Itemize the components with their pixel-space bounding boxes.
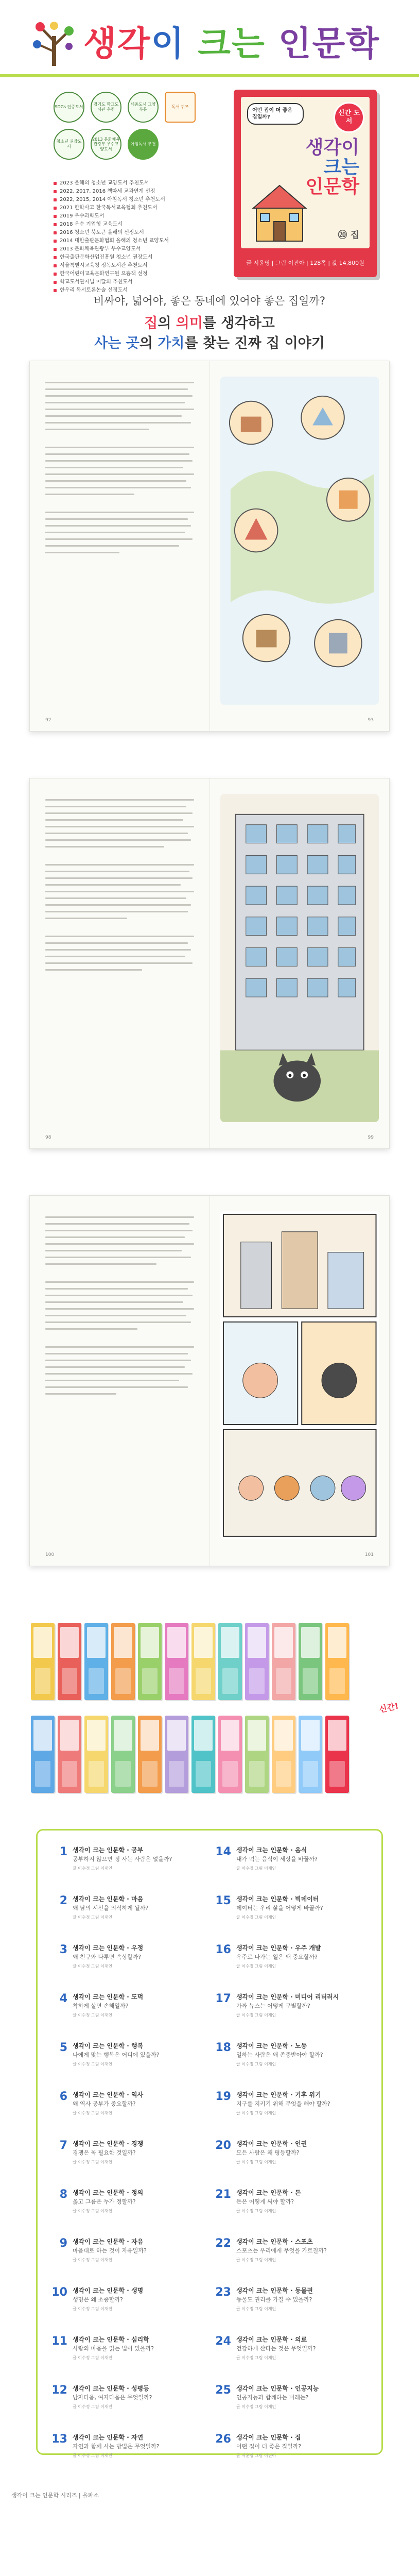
intro-question: 비싸야, 넓어야, 좋은 동네에 있어야 좋은 집일까? <box>94 295 325 307</box>
series-book-cover <box>299 1623 322 1700</box>
bullet-icon <box>54 190 57 193</box>
book-description: 옳고 그름은 누가 정할까? <box>73 2198 136 2206</box>
logo-word-4: 인문학 <box>278 24 380 63</box>
book-list-item <box>215 2042 368 2078</box>
sample-page-right <box>210 361 390 731</box>
award-text: 2018 우수 기업형 교육도서 <box>60 222 123 227</box>
book-author: 글 이수정 그림 이재인 <box>236 1866 276 1871</box>
book-number: 12 <box>51 2384 67 2397</box>
book-text <box>236 2042 368 2078</box>
award-badges <box>54 92 203 160</box>
book-number: 24 <box>215 2335 231 2348</box>
apartment-building-illustration-icon <box>220 794 379 1122</box>
award-badge: 청소년 권장도서 <box>54 129 84 160</box>
book-list-item <box>51 2140 204 2176</box>
book-text <box>73 1895 204 1931</box>
book-list-item <box>215 2384 368 2420</box>
award-text: 한국어린이교육문화연구원 으뜸책 선정 <box>60 271 148 277</box>
series-book-cover <box>191 1623 215 1700</box>
sample-spread <box>29 1195 390 1566</box>
sample-spread <box>29 778 390 1149</box>
headline-highlight: 의미 <box>176 315 203 331</box>
book-description: 어떤 집이 더 좋은 집일까? <box>236 2443 302 2450</box>
series-book-cover <box>245 1623 269 1700</box>
series-book-cover <box>58 1623 81 1700</box>
book-description: 스포츠는 우리에게 무엇을 가르칠까? <box>236 2247 327 2255</box>
book-author: 글 이수정 그림 이재인 <box>73 2062 113 2067</box>
book-list-item <box>51 2042 204 2078</box>
book-author: 글 이수정 그림 이재인 <box>236 1964 276 1969</box>
book-author: 글 서윤영 그림 이진아 <box>236 2453 276 2459</box>
bullet-icon <box>54 215 57 218</box>
series-book-cover <box>111 1716 135 1793</box>
sample-page-left <box>30 1196 210 1566</box>
sample-page-left <box>30 778 210 1148</box>
bullet-icon <box>54 198 57 201</box>
world-houses-illustration-icon <box>220 377 379 705</box>
book-description: 자연과 함께 사는 방법은 무엇일까? <box>73 2443 160 2450</box>
book-description: 남자다움, 여자다움은 무엇일까? <box>73 2394 152 2401</box>
book-title: 생각이 크는 인문학 · 자유 <box>73 2238 144 2245</box>
book-list-column-left <box>51 1845 204 2459</box>
award-list <box>54 179 218 295</box>
series-book-cover <box>218 1623 242 1700</box>
book-list-item <box>215 2335 368 2371</box>
cover-title <box>306 138 359 196</box>
award-text: 2013 문화체육관광부 우수교양도서 <box>60 246 141 252</box>
series-book-cover <box>218 1716 242 1793</box>
book-description: 동물도 권리를 가질 수 있을까? <box>236 2296 312 2303</box>
book-text <box>236 1846 368 1882</box>
book-author: 글 이수정 그림 이재인 <box>236 2160 276 2165</box>
logo-word-1: 생각 <box>83 24 151 63</box>
book-text <box>73 1846 204 1882</box>
book-number: 6 <box>59 2090 67 2103</box>
series-book-cover <box>84 1716 108 1793</box>
award-item <box>54 253 218 262</box>
book-title: 생각이 크는 인문학 · 집 <box>236 2434 301 2441</box>
book-number: 1 <box>59 1845 67 1858</box>
comic-panels-illustration-icon <box>220 1211 379 1539</box>
series-book-cover <box>31 1716 55 1793</box>
award-text: 2022, 2017, 2016 책따세 교과연계 선정 <box>60 189 155 194</box>
book-number: 21 <box>215 2188 231 2201</box>
book-description: 마음대로 하는 것이 자유일까? <box>73 2247 147 2255</box>
book-list-item <box>215 1944 368 1980</box>
book-author: 글 이수정 그림 이재인 <box>73 2209 113 2214</box>
series-book-cover <box>325 1716 349 1793</box>
book-text <box>73 2042 204 2078</box>
book-description: 모든 사람은 왜 평등할까? <box>236 2149 300 2157</box>
series-book-cover <box>299 1716 322 1793</box>
book-list-item <box>215 1846 368 1882</box>
page-number: 93 <box>368 718 374 723</box>
award-item <box>54 196 218 204</box>
book-text <box>73 2189 204 2225</box>
book-list-item <box>215 2189 368 2225</box>
book-title: 생각이 크는 인문학 · 돈 <box>236 2189 301 2196</box>
book-author: 글 이수정 그림 이재인 <box>73 2258 113 2263</box>
award-text: 2016 청소년 북토큰 올해의 선정도서 <box>60 230 144 235</box>
award-badge: 2013 문화체육관광부 우수교양도서 <box>91 129 121 160</box>
award-text: 한우리 독서토론논술 선정도서 <box>60 287 128 293</box>
book-text <box>73 2238 204 2274</box>
book-author: 글 이수정 그림 이재인 <box>236 2209 276 2214</box>
new-book-badge: 신간 도서 <box>334 102 364 133</box>
book-description: 인공지능과 함께하는 미래는? <box>236 2394 309 2401</box>
book-text <box>236 2189 368 2225</box>
logo-word-3: 크는 <box>198 24 266 63</box>
book-cover <box>234 90 377 277</box>
series-book-cover <box>84 1623 108 1700</box>
book-title: 생각이 크는 인문학 · 동물권 <box>236 2287 313 2294</box>
body-text-block <box>45 799 194 971</box>
body-text-block <box>45 382 194 553</box>
series-cover-row <box>31 1716 349 1793</box>
bullet-icon <box>54 256 57 259</box>
headline-text: 를 찾는 진짜 집 이야기 <box>184 335 325 352</box>
headline-highlight: 집 <box>144 315 158 331</box>
book-title: 생각이 크는 인문학 · 마음 <box>73 1895 144 1903</box>
book-text <box>73 1993 204 2029</box>
book-author: 글 이수정 그림 이재인 <box>236 2355 276 2361</box>
bullet-icon <box>54 289 57 292</box>
series-book-cover <box>138 1623 162 1700</box>
book-description: 생명은 왜 소중할까? <box>73 2296 123 2303</box>
series-book-cover <box>58 1716 81 1793</box>
footer-text: 생각이 크는 인문학 시리즈 | 을파소 <box>11 2492 99 2499</box>
headline-highlight: 사는 곳 <box>94 335 139 352</box>
award-badge: SDGs 인증도서 <box>54 92 84 123</box>
award-text: 2023 올해의 청소년 교양도서 추천도서 <box>60 180 149 186</box>
book-list-item <box>51 2091 204 2127</box>
book-author: 글 이수정 그림 이재인 <box>73 2404 113 2410</box>
book-author: 글 이수정 그림 이재인 <box>236 1915 276 1920</box>
bullet-icon <box>54 207 57 210</box>
series-book-cover <box>272 1623 295 1700</box>
book-number: 14 <box>215 1845 231 1858</box>
bullet-icon <box>54 231 57 234</box>
book-description: 사람의 마음을 읽는 법이 있을까? <box>73 2345 154 2352</box>
award-badge: 아침독서 추천 <box>128 129 159 160</box>
book-description: 착하게 살면 손해일까? <box>73 2003 129 2010</box>
book-number: 18 <box>215 2041 231 2054</box>
award-item <box>54 221 218 229</box>
award-item <box>54 229 218 237</box>
book-text <box>236 1993 368 2029</box>
book-title: 생각이 크는 인문학 · 인공지능 <box>236 2385 319 2392</box>
book-author: 글 이수정 그림 이재인 <box>236 2013 276 2018</box>
series-book-cover <box>165 1623 188 1700</box>
bullet-icon <box>54 273 57 276</box>
book-list-column-right <box>215 1845 368 2459</box>
bullet-icon <box>54 264 57 267</box>
book-author: 글 이수정 그림 이재인 <box>73 2453 113 2459</box>
book-author: 글 이수정 그림 이재인 <box>73 2013 113 2018</box>
book-author: 글 이수정 그림 이재인 <box>236 2062 276 2067</box>
headline-text: 를 생각하고 <box>202 315 275 331</box>
book-number: 8 <box>59 2188 67 2201</box>
book-description: 데이터는 우리 삶을 어떻게 바꿀까? <box>236 1905 323 1912</box>
intro-copy <box>0 283 419 361</box>
book-description: 건강하게 산다는 것은 무엇일까? <box>236 2345 316 2352</box>
book-number: 4 <box>59 1992 67 2005</box>
book-number: 3 <box>59 1943 67 1956</box>
page-number: 92 <box>45 718 51 723</box>
award-item <box>54 179 218 188</box>
award-item <box>54 188 218 196</box>
intro-headline-1 <box>0 313 419 333</box>
sample-page-left <box>30 361 210 731</box>
series-logo <box>31 21 380 67</box>
book-list-item <box>215 1993 368 2029</box>
book-title: 생각이 크는 인문학 · 역사 <box>73 2091 144 2098</box>
book-description: 내가 먹는 음식이 세상을 바꿀까? <box>236 1856 318 1863</box>
book-title: 생각이 크는 인문학 · 자연 <box>73 2434 144 2441</box>
book-number: 5 <box>59 2041 67 2054</box>
series-book-cover <box>245 1716 269 1793</box>
award-text: 한국출판문화산업진흥원 청소년 권장도서 <box>60 255 153 260</box>
book-list-item <box>51 1993 204 2029</box>
bullet-icon <box>54 182 57 185</box>
book-author: 글 이수정 그림 이재인 <box>73 2160 113 2165</box>
book-text <box>73 2335 204 2371</box>
book-text <box>236 2140 368 2176</box>
award-badge: 독서 퀴즈 <box>165 92 196 123</box>
book-list-item <box>51 1895 204 1931</box>
book-number: 10 <box>51 2286 67 2299</box>
award-text: 2022, 2015, 2014 아침독서 청소년 추천도서 <box>60 197 165 202</box>
book-description: 가짜 뉴스는 어떻게 구별할까? <box>236 2003 310 2010</box>
book-list-item <box>215 1895 368 1931</box>
book-list-item <box>51 2286 204 2323</box>
new-book-label: 신간! <box>378 1701 399 1715</box>
book-text <box>73 2091 204 2127</box>
book-list-item <box>215 2091 368 2127</box>
book-author: 글 이수정 그림 이재인 <box>73 2307 113 2312</box>
house-illustration-icon <box>251 180 308 242</box>
series-book-cover <box>111 1623 135 1700</box>
book-text <box>236 2335 368 2371</box>
book-author: 글 이수정 그림 이재인 <box>73 1866 113 1871</box>
bullet-icon <box>54 248 57 251</box>
series-book-cover <box>138 1716 162 1793</box>
book-title: 생각이 크는 인문학 · 인권 <box>236 2140 307 2147</box>
book-number: 19 <box>215 2090 231 2103</box>
cover-speech-bubble: 어떤 집이 더 좋은 집일까? <box>247 103 304 125</box>
book-author: 글 이수정 그림 이재인 <box>73 1964 113 1969</box>
book-text <box>236 1895 368 1931</box>
book-number: 2 <box>59 1894 67 1907</box>
book-title: 생각이 크는 인문학 · 생명 <box>73 2287 144 2294</box>
award-text: 학교도서관저널 이달의 추천도서 <box>60 279 133 285</box>
book-text <box>236 2286 368 2323</box>
book-author: 글 이수정 그림 이재인 <box>236 2111 276 2116</box>
book-text <box>73 1944 204 1980</box>
book-number: 26 <box>215 2433 231 2446</box>
book-list-item <box>215 2140 368 2176</box>
award-item <box>54 237 218 245</box>
book-number: 11 <box>51 2335 67 2348</box>
award-text: 2019 우수과학도서 <box>60 213 104 219</box>
book-title: 생각이 크는 인문학 · 심리학 <box>73 2336 149 2343</box>
cover-volume-label: ⑳ 집 <box>338 230 359 241</box>
book-list-item <box>51 2335 204 2371</box>
book-title: 생각이 크는 인문학 · 정의 <box>73 2189 144 2196</box>
award-item <box>54 245 218 253</box>
series-book-cover <box>191 1716 215 1793</box>
sample-page-right <box>210 1196 390 1566</box>
book-author: 글 이수정 그림 이재인 <box>236 2404 276 2410</box>
page-number: 98 <box>45 1135 51 1140</box>
book-title: 생각이 크는 인문학 · 의료 <box>236 2336 307 2343</box>
award-item <box>54 204 218 212</box>
book-text <box>236 1944 368 1980</box>
book-description: 왜 역사 공부가 중요할까? <box>73 2100 136 2108</box>
book-title: 생각이 크는 인문학 · 기후 위기 <box>236 2091 321 2098</box>
book-number: 22 <box>215 2237 231 2250</box>
book-author: 글 이수정 그림 이재인 <box>236 2307 276 2312</box>
headline-text: 의 <box>139 335 158 352</box>
book-list-item <box>215 2286 368 2323</box>
award-item <box>54 270 218 278</box>
award-item <box>54 286 218 295</box>
cover-title-line: 크는 <box>323 156 359 178</box>
page-number: 99 <box>368 1135 374 1140</box>
series-book-cover <box>165 1716 188 1793</box>
bullet-icon <box>54 240 57 243</box>
book-list-item <box>51 1846 204 1882</box>
cover-title-line: 생각이 <box>305 137 359 158</box>
sample-page-right <box>210 778 390 1148</box>
book-number: 25 <box>215 2384 231 2397</box>
cover-title-line: 인문학 <box>305 176 359 197</box>
book-title: 생각이 크는 인문학 · 성평등 <box>73 2385 149 2392</box>
series-book-cover <box>325 1623 349 1700</box>
book-description: 일하는 사람은 왜 존중받아야 할까? <box>236 2052 323 2059</box>
series-header <box>0 0 419 77</box>
book-meta: 글 서윤영 | 그림 이진아 | 128쪽 | 값 14,800원 <box>246 260 364 266</box>
page-number: 100 <box>45 1552 55 1557</box>
headline-text: 의 <box>158 315 176 331</box>
award-item <box>54 278 218 286</box>
book-list-item <box>51 2189 204 2225</box>
book-number: 20 <box>215 2139 231 2152</box>
book-title: 생각이 크는 인문학 · 음식 <box>236 1846 307 1854</box>
book-description: 지구를 지키기 위해 무엇을 해야 할까? <box>236 2100 330 2108</box>
book-author: 글 이수정 그림 이재인 <box>73 2111 113 2116</box>
award-text: 서울특별시교육청 정독도서관 추천도서 <box>60 263 148 268</box>
book-number: 13 <box>51 2433 67 2446</box>
award-text: 2014 대한출판문화협회 올해의 청소년 교양도서 <box>60 238 169 244</box>
book-text <box>236 2091 368 2127</box>
book-title: 생각이 크는 인문학 · 공부 <box>73 1846 144 1854</box>
book-info-section <box>0 77 419 293</box>
award-badge: 경기도 학교도서관 추천 <box>91 92 121 123</box>
book-author: 글 이수정 그림 이재인 <box>73 1915 113 1920</box>
series-book-cover <box>272 1716 295 1793</box>
sample-spread <box>29 361 390 732</box>
award-badge: 세종도서 교양부문 <box>128 92 159 123</box>
book-title: 생각이 크는 인문학 · 우정 <box>73 1944 144 1952</box>
book-list-item <box>51 2384 204 2420</box>
book-description: 우주로 나가는 일은 왜 중요할까? <box>236 1954 318 1961</box>
book-description: 왜 친구와 다투면 속상할까? <box>73 1954 142 1961</box>
book-number: 9 <box>59 2237 67 2250</box>
book-author: 글 이수정 그림 이재인 <box>236 2258 276 2263</box>
book-description: 경쟁은 꼭 필요한 것일까? <box>73 2149 136 2157</box>
intro-headline-2 <box>0 333 419 353</box>
body-text-block <box>45 1216 194 1395</box>
book-title: 생각이 크는 인문학 · 스포츠 <box>236 2238 313 2245</box>
book-title: 생각이 크는 인문학 · 행복 <box>73 2042 144 2049</box>
tree-logo-icon <box>31 21 77 67</box>
series-cover-row <box>31 1623 349 1700</box>
book-title: 생각이 크는 인문학 · 노동 <box>236 2042 307 2049</box>
award-item <box>54 212 218 221</box>
book-number: 15 <box>215 1894 231 1907</box>
book-text <box>73 2286 204 2323</box>
logo-word-2: 이 <box>151 24 185 63</box>
book-list-item <box>51 1944 204 1980</box>
series-logo-text <box>83 24 380 63</box>
bullet-icon <box>54 223 57 226</box>
book-title: 생각이 크는 인문학 · 우주 개발 <box>236 1944 321 1952</box>
headline-highlight: 가치 <box>158 335 185 352</box>
book-description: 공부하지 않으면 정 사는 사람은 없을까? <box>73 1856 172 1863</box>
book-description: 왜 남의 시선을 의식하게 될까? <box>73 1905 149 1912</box>
series-book-list <box>36 1829 383 2459</box>
book-list-item <box>215 2238 368 2274</box>
book-description: 돈은 어떻게 써야 할까? <box>236 2198 294 2206</box>
page-number: 101 <box>364 1552 374 1557</box>
bullet-icon <box>54 281 57 284</box>
book-number: 17 <box>215 1992 231 2005</box>
award-item <box>54 262 218 270</box>
book-title: 생각이 크는 인문학 · 경쟁 <box>73 2140 144 2147</box>
book-list-item <box>51 2238 204 2274</box>
cover-artwork <box>241 97 370 248</box>
book-text <box>73 2384 204 2420</box>
book-number: 23 <box>215 2286 231 2299</box>
series-book-cover <box>31 1623 55 1700</box>
book-title: 생각이 크는 인문학 · 도덕 <box>73 1993 144 2001</box>
book-description: 나에게 맞는 행복은 어디에 있을까? <box>73 2052 160 2059</box>
series-covers <box>0 1613 419 1829</box>
book-author: 글 이수정 그림 이재인 <box>73 2355 113 2361</box>
award-text: 2021 한학사고 한국독서교육협회 추천도서 <box>60 205 158 211</box>
book-number: 16 <box>215 1943 231 1956</box>
book-text <box>73 2140 204 2176</box>
page-footer <box>0 2455 419 2517</box>
book-number: 7 <box>59 2139 67 2152</box>
book-title: 생각이 크는 인문학 · 빅데이터 <box>236 1895 319 1903</box>
book-text <box>236 2238 368 2274</box>
book-title: 생각이 크는 인문학 · 미디어 리터러시 <box>236 1993 339 2001</box>
book-text <box>236 2384 368 2420</box>
